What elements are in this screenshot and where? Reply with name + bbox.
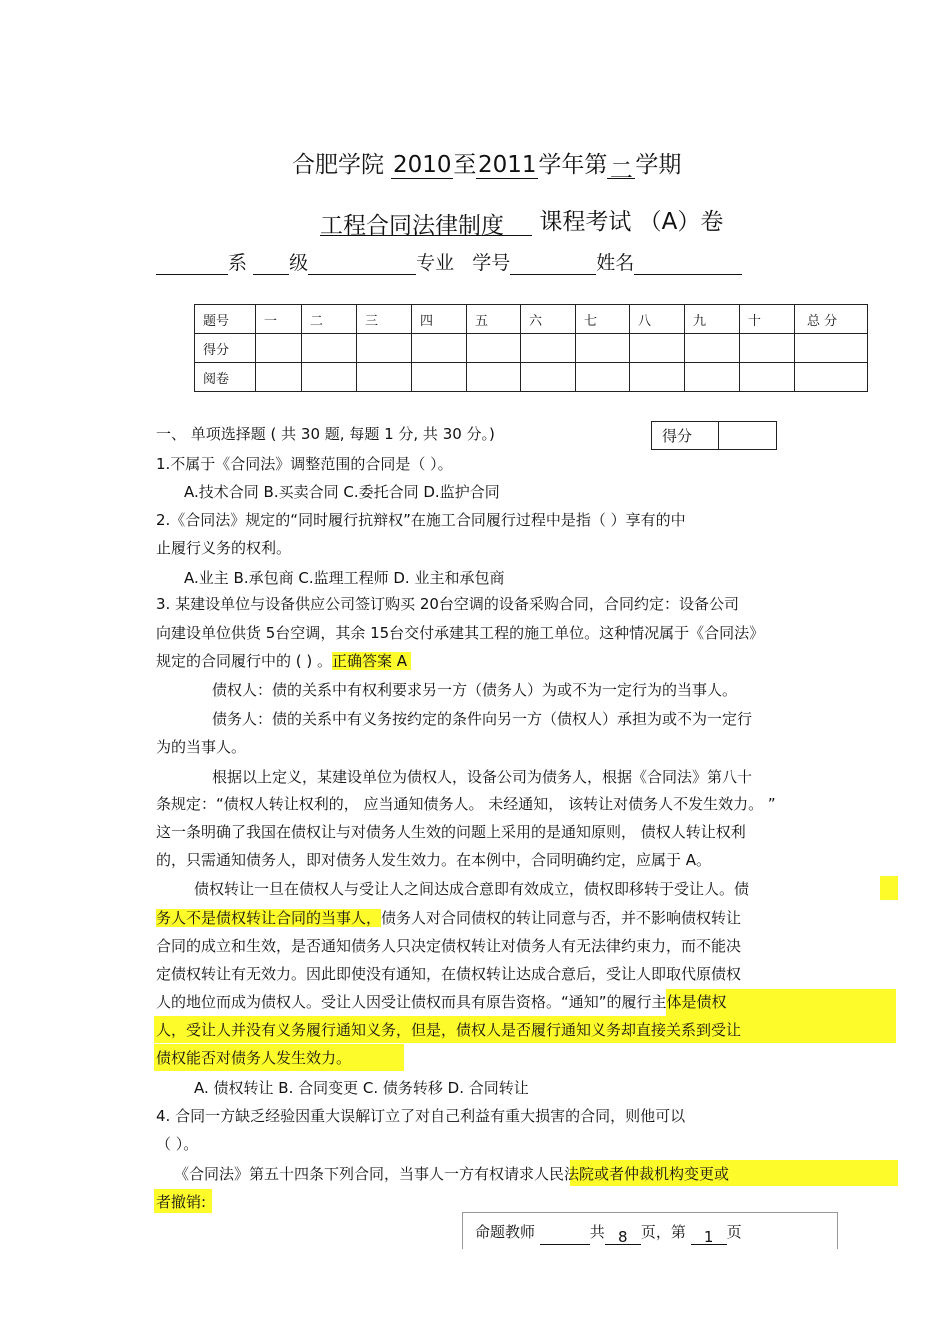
question-3-line2: 向建设单位供货 5台空调，其余 15台交付承建其工程的施工单位。这种情况属于《合同法》 [156,624,765,642]
explanation-para4-line4: 定债权转让有无效力。因此即使没有通知，在债权转让达成合意后，受让人即取代原债权 [156,965,742,983]
explanation-para4-line2 [156,905,741,931]
question-1: 1.不属于《合同法》调整范围的合同是（ ）。 [156,455,453,473]
grader-cell[interactable] [740,363,795,392]
score-cell[interactable] [630,334,685,363]
grader-cell[interactable] [795,363,868,392]
explanation-para3-line3: 这一条明确了我国在债权让与对债务人生效的问题上采用的是通知原则， 债权人转让权利 [156,823,746,841]
school-name: 合肥学院 [292,152,384,178]
semester-text: 学期 [635,152,682,178]
section-title: 一、 单项选择题 ( 共 30 题, 每题 1 分, 共 30 分。) [156,425,495,443]
explanation-para3-line4: 的，只需通知债务人，即对债务人发生效力。在本例中，合同明确约定，应属于 A。 [156,851,712,869]
question-2-options: A.业主 B.承包商 C.监理工程师 D. 业主和承包商 [184,569,505,587]
question-2-line1: 2.《合同法》规定的“同时履行抗辩权”在施工合同履行过程中是指（ ）享有的中 [156,511,686,529]
grader-cell[interactable] [357,363,412,392]
score-cell[interactable] [685,334,740,363]
col-header: 十 [740,305,795,334]
explanation-para4-line3: 合同的成立和生效，是否通知债务人只决定债权转让对债务人有无法律约束力，而不能决 [156,937,742,955]
page-post: 页 [726,1223,742,1241]
correct-answer: 正确答案 A [332,652,411,670]
score-cell[interactable] [302,334,357,363]
row-label: 题号 [195,305,256,334]
question-1-options: A.技术合同 B.买卖合同 C.委托合同 D.监护合同 [184,483,500,501]
course-name: 工程合同法律制度 [320,207,532,236]
score-table-row-grader [195,363,868,392]
exam-type: 课程考试 （A）卷 [539,209,724,235]
term: 二 [607,152,635,179]
question-3-options: A. 债权转让 B. 合同变更 C. 债务转移 D. 合同转让 [194,1079,529,1097]
col-header: 八 [630,305,685,334]
highlight-text: 务人不是债权转让合同的当事人， [156,909,382,927]
year-end: 2011 [478,152,537,178]
explanation-para3-line1: 根据以上定义，某建设单位为债权人，设备公司为债务人，根据《合同法》第八十 [212,768,753,786]
explanation-article54-line2: 者撤销: [156,1193,207,1211]
explanation-para3-line2: 条规定：“债权人转让权利的， 应当通知债务人。 未经通知， 该转让对债务人不发生效力。 ” [156,795,776,813]
col-header: 六 [521,305,576,334]
grader-cell[interactable] [302,363,357,392]
plain-text: 债务人对合同债权的转让同意与否，并不影响债权转让 [381,909,742,927]
name-label: 姓名 [596,252,635,274]
score-table-row-number [195,305,868,334]
academic-year-text: 学年第 [538,152,608,178]
score-cell[interactable] [740,334,795,363]
grade-blank[interactable] [253,252,289,275]
highlight-text: ”的履行主体是债权 [598,993,727,1011]
to-text: 至 [453,152,477,178]
explanation-article54 [174,1161,729,1187]
score-table-row-score [195,334,868,363]
grader-cell[interactable] [521,363,576,392]
question-3-line3 [156,648,411,674]
student-id-label: 学号 [472,252,511,274]
score-cell[interactable] [412,334,467,363]
col-header: 五 [467,305,521,334]
col-header: 二 [302,305,357,334]
explanation-debtor-line2: 为的当事人。 [156,738,247,756]
page-footer [462,1212,838,1249]
score-cell[interactable] [576,334,630,363]
total-pages: 8 [605,1224,641,1245]
explanation-creditor: 债权人：债的关系中有权利要求另一方（债务人）为或不为一定行为的当事人。 [212,681,738,699]
page-number: 1 [691,1224,727,1245]
score-cell[interactable] [795,334,868,363]
grader-cell[interactable] [685,363,740,392]
plain-text: 人的地位而成为债权人。受让人因受让债权而具有原告资格。“通知 [156,993,599,1011]
section-score-box [651,421,777,450]
score-cell[interactable] [357,334,412,363]
exam-title-line1 [292,146,682,184]
col-header: 九 [685,305,740,334]
teacher-label: 命题教师 [475,1223,536,1241]
score-cell[interactable] [521,334,576,363]
footer-text [475,1219,742,1245]
dept-label: 系 [228,252,248,274]
question-2-line2: 止履行义务的权利。 [156,539,292,557]
teacher-blank[interactable] [540,1224,590,1245]
score-table [194,304,868,392]
name-blank[interactable] [634,252,742,275]
year-start: 2010 [393,152,452,178]
col-header: 三 [357,305,412,334]
score-box-input[interactable] [719,422,776,449]
student-info-line [156,248,742,275]
page-mid: 页，第 [640,1223,686,1241]
question-3-stem-end: 规定的合同履行中的 ( ) 。 [156,652,333,670]
score-cell[interactable] [256,334,302,363]
explanation-para4-line5 [156,989,727,1015]
highlight-marker [880,876,898,900]
question-4-line1: 4. 合同一方缺乏经验因重大误解订立了对自己利益有重大损害的合同，则他可以 [156,1107,686,1125]
grader-cell[interactable] [630,363,685,392]
row-label: 阅卷 [195,363,256,392]
score-label: 得分 [662,427,693,445]
grade-label: 级 [289,252,309,274]
explanation-para4-line7: 债权能否对债务人发生效力。 [156,1049,352,1067]
plain-text: 请 [504,1165,520,1183]
row-label: 得分 [195,334,256,363]
explanation-para4-line6: 人，受让人并没有义务履行通知义务，但是，债权人是否履行通知义务却直接关系到受让 [156,1021,742,1039]
explanation-debtor-line1: 债务人：债的关系中有义务按约定的条件向另一方（债权人）承担为或不为一定行 [212,710,753,728]
total-pre: 共 [589,1223,605,1241]
dept-blank[interactable] [156,252,228,275]
grader-cell[interactable] [256,363,302,392]
grader-cell[interactable] [412,363,467,392]
score-cell[interactable] [467,334,521,363]
col-header: 总 分 [795,305,868,334]
highlight-text: 求人民法院或者仲裁机构变更或 [519,1165,730,1183]
student-id-blank[interactable] [510,252,596,275]
col-header: 一 [256,305,302,334]
grader-cell[interactable] [467,363,521,392]
col-header: 七 [576,305,630,334]
col-header: 四 [412,305,467,334]
plain-text: 《合同法》第五十四条下列合同，当事人一方有权 [174,1165,505,1183]
explanation-para4-line1: 债权转让一旦在债权人与受让人之间达成合意即有效成立，债权即移转于受让人。债 [194,880,750,898]
question-3-line1: 3. 某建设单位与设备供应公司签订购买 20台空调的设备采购合同，合同约定：设备公司 [156,595,739,613]
major-label: 专业 [416,252,455,274]
grader-cell[interactable] [576,363,630,392]
question-4-line2: （ ）。 [156,1135,199,1153]
exam-title-line2 [320,203,724,239]
major-blank[interactable] [308,252,416,275]
